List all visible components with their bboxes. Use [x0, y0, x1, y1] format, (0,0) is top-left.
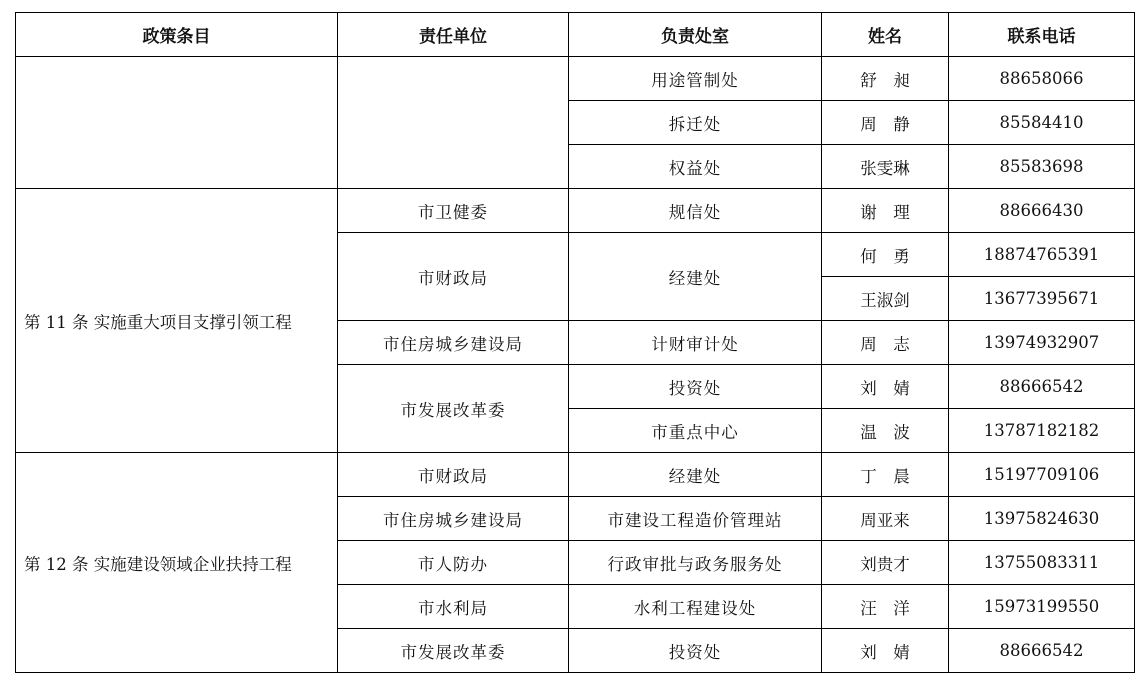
unit-cell: 市水利局 [338, 585, 569, 629]
phone-cell: 15973199550 [949, 585, 1135, 629]
person-name-cell: 丁 晨 [822, 453, 949, 497]
office-cell: 行政审批与政务服务处 [569, 541, 822, 585]
unit-cell: 市财政局 [338, 453, 569, 497]
table-row [16, 189, 1135, 233]
header-office: 负责处室 [569, 13, 822, 57]
phone-cell: 85584410 [949, 101, 1135, 145]
office-cell: 规信处 [569, 189, 822, 233]
unit-cell: 市住房城乡建设局 [338, 497, 569, 541]
office-cell: 经建处 [569, 453, 822, 497]
header-phone: 联系电话 [949, 13, 1135, 57]
phone-cell: 13974932907 [949, 321, 1135, 365]
unit-cell: 市发展改革委 [338, 629, 569, 673]
office-cell: 水利工程建设处 [569, 585, 822, 629]
unit-cell: 市住房城乡建设局 [338, 321, 569, 365]
contact-table [15, 12, 1135, 673]
office-cell: 计财审计处 [569, 321, 822, 365]
phone-cell: 13677395671 [949, 277, 1135, 321]
person-name-cell: 温 波 [822, 409, 949, 453]
phone-cell: 88666542 [949, 365, 1135, 409]
person-name-cell: 汪 洋 [822, 585, 949, 629]
person-name-cell: 周 静 [822, 101, 949, 145]
person-name-cell: 刘 婧 [822, 365, 949, 409]
person-name-cell: 王淑剑 [822, 277, 949, 321]
phone-cell: 88658066 [949, 57, 1135, 101]
header-policy: 政策条目 [16, 13, 338, 57]
office-cell: 拆迁处 [569, 101, 822, 145]
table-row [16, 453, 1135, 497]
phone-cell: 18874765391 [949, 233, 1135, 277]
office-cell: 经建处 [569, 233, 822, 321]
office-cell: 投资处 [569, 365, 822, 409]
table-row [16, 57, 1135, 101]
person-name-cell: 谢 理 [822, 189, 949, 233]
office-cell: 市建设工程造价管理站 [569, 497, 822, 541]
phone-cell: 85583698 [949, 145, 1135, 189]
unit-cell [338, 57, 569, 189]
person-name-cell: 舒 昶 [822, 57, 949, 101]
office-cell: 市重点中心 [569, 409, 822, 453]
unit-cell: 市人防办 [338, 541, 569, 585]
phone-cell: 88666430 [949, 189, 1135, 233]
unit-cell: 市发展改革委 [338, 365, 569, 453]
header-row [16, 13, 1135, 57]
phone-cell: 15197709106 [949, 453, 1135, 497]
phone-cell: 88666542 [949, 629, 1135, 673]
person-name-cell: 刘贵才 [822, 541, 949, 585]
phone-cell: 13787182182 [949, 409, 1135, 453]
policy-cell: 第 11 条 实施重大项目支撑引领工程 [16, 189, 338, 453]
person-name-cell: 何 勇 [822, 233, 949, 277]
person-name-cell: 周亚来 [822, 497, 949, 541]
office-cell: 权益处 [569, 145, 822, 189]
unit-cell: 市财政局 [338, 233, 569, 321]
office-cell: 投资处 [569, 629, 822, 673]
unit-cell: 市卫健委 [338, 189, 569, 233]
person-name-cell: 张雯琳 [822, 145, 949, 189]
policy-cell: 第 12 条 实施建设领域企业扶持工程 [16, 453, 338, 673]
phone-cell: 13975824630 [949, 497, 1135, 541]
person-name-cell: 周 志 [822, 321, 949, 365]
office-cell: 用途管制处 [569, 57, 822, 101]
person-name-cell: 刘 婧 [822, 629, 949, 673]
header-name: 姓名 [822, 13, 949, 57]
policy-cell [16, 57, 338, 189]
phone-cell: 13755083311 [949, 541, 1135, 585]
header-unit: 责任单位 [338, 13, 569, 57]
